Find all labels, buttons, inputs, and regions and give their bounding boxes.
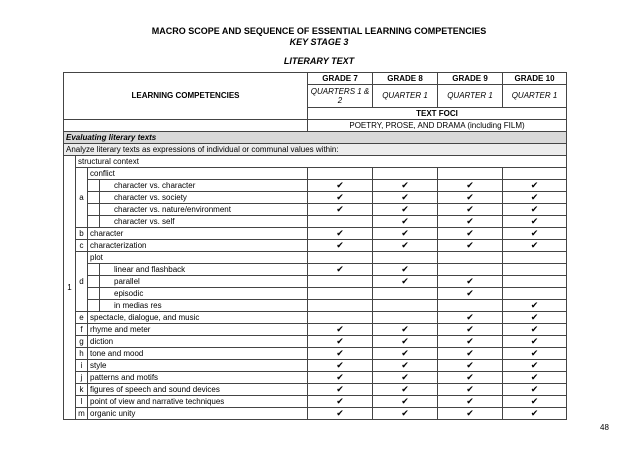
check-icon: ✔	[466, 240, 474, 251]
check-icon: ✔	[401, 276, 409, 287]
grade-check-cell	[308, 312, 373, 324]
grade-header: GRADE 7	[308, 73, 373, 85]
grade-check-cell	[308, 204, 373, 216]
indent-spacer	[88, 180, 100, 192]
check-icon: ✔	[401, 216, 409, 227]
indent-spacer	[88, 276, 100, 288]
grade-check-cell	[373, 312, 438, 324]
grade-check-cell	[503, 408, 567, 420]
grade-check-cell	[438, 312, 503, 324]
table-row	[64, 168, 567, 180]
grade-check-cell	[438, 324, 503, 336]
competency-label: figures of speech and sound devices	[88, 384, 308, 396]
row-letter: j	[76, 372, 88, 384]
check-icon: ✔	[466, 384, 474, 395]
grade-check-cell	[438, 216, 503, 228]
check-icon: ✔	[336, 360, 344, 371]
check-icon: ✔	[401, 204, 409, 215]
grade-check-cell	[438, 336, 503, 348]
grade-header: GRADE 8	[373, 73, 438, 85]
table-row	[64, 252, 567, 264]
check-icon: ✔	[466, 288, 474, 299]
check-icon: ✔	[401, 408, 409, 419]
grade-check-cell	[373, 276, 438, 288]
check-icon: ✔	[336, 384, 344, 395]
check-icon: ✔	[530, 360, 539, 371]
competency-label: character vs. society	[100, 192, 308, 204]
row-letter: a	[76, 168, 88, 228]
grade-check-cell	[503, 348, 567, 360]
text-foci-value: POETRY, PROSE, AND DRAMA (including FILM)	[308, 120, 567, 132]
grade-check-cell	[438, 408, 503, 420]
check-icon: ✔	[336, 324, 344, 335]
section-intro: Analyze literary texts as expressions of individual or communal values within:	[64, 144, 567, 156]
check-icon: ✔	[466, 408, 474, 419]
table-row	[64, 204, 567, 216]
row-letter: m	[76, 408, 88, 420]
indent-spacer	[88, 300, 100, 312]
page-number: 48	[600, 423, 609, 432]
grade-check-cell	[308, 180, 373, 192]
indent-spacer	[88, 264, 100, 276]
grade-check-cell	[503, 228, 567, 240]
grade-check-cell	[308, 228, 373, 240]
table-row	[64, 216, 567, 228]
grade-check-cell	[503, 288, 567, 300]
grade-check-cell	[438, 180, 503, 192]
check-icon: ✔	[530, 216, 539, 227]
grade-check-cell	[308, 360, 373, 372]
indent-spacer	[88, 288, 100, 300]
competency-label: character vs. self	[100, 216, 308, 228]
grade-check-cell	[373, 240, 438, 252]
competency-label: character vs. character	[100, 180, 308, 192]
grade-check-cell	[308, 276, 373, 288]
table-row	[64, 324, 567, 336]
table-row	[64, 288, 567, 300]
grade-check-cell	[503, 192, 567, 204]
row-letter: d	[76, 252, 88, 312]
check-icon: ✔	[466, 180, 474, 191]
check-icon: ✔	[401, 264, 409, 275]
grade-check-cell	[308, 192, 373, 204]
grade-check-cell	[308, 264, 373, 276]
grade-check-cell	[308, 288, 373, 300]
competency-label: episodic	[100, 288, 308, 300]
table-row	[64, 408, 567, 420]
grade-header: GRADE 9	[438, 73, 503, 85]
competency-label: rhyme and meter	[88, 324, 308, 336]
competency-label: character vs. nature/environment	[100, 204, 308, 216]
grade-check-cell	[503, 252, 567, 264]
grade-check-cell	[308, 372, 373, 384]
competency-label: character	[88, 228, 308, 240]
grade-check-cell	[438, 360, 503, 372]
indent-spacer	[88, 204, 100, 216]
check-icon: ✔	[336, 192, 344, 203]
check-icon: ✔	[530, 324, 539, 335]
grade-check-cell	[438, 168, 503, 180]
grade-check-cell	[438, 264, 503, 276]
table-row	[64, 336, 567, 348]
grade-check-cell	[503, 324, 567, 336]
row-letter: k	[76, 384, 88, 396]
row-letter: f	[76, 324, 88, 336]
competency-label: linear and flashback	[100, 264, 308, 276]
check-icon: ✔	[466, 312, 474, 323]
check-icon: ✔	[466, 228, 474, 239]
table-row	[64, 348, 567, 360]
check-icon: ✔	[336, 372, 344, 383]
grade-check-cell	[503, 336, 567, 348]
grade-check-cell	[373, 300, 438, 312]
grade-check-cell	[503, 396, 567, 408]
grade-check-cell	[373, 324, 438, 336]
structural-context-label: structural context	[76, 156, 567, 168]
grade-check-cell	[503, 384, 567, 396]
check-icon: ✔	[466, 336, 474, 347]
check-icon: ✔	[530, 192, 539, 203]
table-row	[64, 384, 567, 396]
indent-spacer	[88, 216, 100, 228]
section-heading: Evaluating literary texts	[64, 132, 567, 144]
quarter-header: QUARTERS 1 & 2	[308, 85, 373, 108]
grade-check-cell	[438, 348, 503, 360]
check-icon: ✔	[336, 396, 344, 407]
grade-check-cell	[373, 264, 438, 276]
competency-label: style	[88, 360, 308, 372]
check-icon: ✔	[530, 372, 539, 383]
table-row	[64, 264, 567, 276]
row-letter: b	[76, 228, 88, 240]
competency-label: patterns and motifs	[88, 372, 308, 384]
competency-label: parallel	[100, 276, 308, 288]
table-row	[64, 276, 567, 288]
table-row	[64, 312, 567, 324]
grade-check-cell	[308, 240, 373, 252]
competency-label: diction	[88, 336, 308, 348]
check-icon: ✔	[530, 396, 539, 407]
check-icon: ✔	[466, 216, 474, 227]
row-letter: c	[76, 240, 88, 252]
grade-check-cell	[373, 336, 438, 348]
check-icon: ✔	[401, 336, 409, 347]
grade-check-cell	[438, 276, 503, 288]
check-icon: ✔	[530, 384, 539, 395]
check-icon: ✔	[401, 192, 409, 203]
grade-check-cell	[373, 360, 438, 372]
check-icon: ✔	[401, 180, 409, 191]
grade-check-cell	[308, 216, 373, 228]
learning-competencies-heading: LEARNING COMPETENCIES	[64, 73, 308, 120]
table-row	[64, 180, 567, 192]
check-icon: ✔	[401, 228, 409, 239]
check-icon: ✔	[466, 192, 474, 203]
grade-check-cell	[438, 372, 503, 384]
grade-check-cell	[503, 276, 567, 288]
check-icon: ✔	[336, 180, 344, 191]
row-letter: h	[76, 348, 88, 360]
grade-check-cell	[503, 312, 567, 324]
grade-check-cell	[438, 288, 503, 300]
grade-check-cell	[373, 228, 438, 240]
grade-check-cell	[308, 384, 373, 396]
row-letter: l	[76, 396, 88, 408]
grade-check-cell	[438, 396, 503, 408]
check-icon: ✔	[401, 384, 409, 395]
quarter-header: QUARTER 1	[438, 85, 503, 108]
check-icon: ✔	[530, 204, 539, 215]
grade-check-cell	[503, 300, 567, 312]
grade-check-cell	[503, 264, 567, 276]
check-icon: ✔	[466, 324, 474, 335]
grade-check-cell	[308, 324, 373, 336]
check-icon: ✔	[401, 240, 409, 251]
competency-label: in medias res	[100, 300, 308, 312]
table-row	[64, 360, 567, 372]
grade-check-cell	[308, 300, 373, 312]
check-icon: ✔	[336, 264, 344, 275]
grade-check-cell	[503, 360, 567, 372]
check-icon: ✔	[530, 312, 539, 323]
table-row	[64, 228, 567, 240]
check-icon: ✔	[466, 372, 474, 383]
page-title: MACRO SCOPE AND SEQUENCE OF ESSENTIAL LEARNING COMPETENCIES	[151, 26, 487, 36]
grade-check-cell	[438, 300, 503, 312]
check-icon: ✔	[530, 240, 539, 251]
grade-check-cell	[438, 192, 503, 204]
check-icon: ✔	[336, 408, 344, 419]
competency-label: tone and mood	[88, 348, 308, 360]
table-row	[64, 240, 567, 252]
check-icon: ✔	[530, 180, 539, 191]
indent-spacer	[88, 192, 100, 204]
row-letter: e	[76, 312, 88, 324]
grade-header: GRADE 10	[503, 73, 567, 85]
check-icon: ✔	[466, 204, 474, 215]
table-row	[64, 192, 567, 204]
grade-check-cell	[503, 204, 567, 216]
check-icon: ✔	[336, 336, 344, 347]
section-title: LITERARY TEXT	[283, 56, 355, 66]
competency-label: characterization	[88, 240, 308, 252]
quarter-header: QUARTER 1	[373, 85, 438, 108]
grade-check-cell	[373, 288, 438, 300]
grade-check-cell	[373, 216, 438, 228]
grade-check-cell	[373, 384, 438, 396]
text-foci-heading: TEXT FOCI	[308, 108, 567, 120]
competency-label: conflict	[88, 168, 308, 180]
grade-check-cell	[373, 372, 438, 384]
competency-label: organic unity	[88, 408, 308, 420]
grade-check-cell	[503, 168, 567, 180]
competency-label: plot	[88, 252, 308, 264]
check-icon: ✔	[530, 300, 539, 311]
competency-label: point of view and narrative techniques	[88, 396, 308, 408]
check-icon: ✔	[466, 360, 474, 371]
grade-check-cell	[503, 372, 567, 384]
grade-check-cell	[438, 204, 503, 216]
quarter-header: QUARTER 1	[503, 85, 567, 108]
grade-check-cell	[373, 204, 438, 216]
grade-check-cell	[503, 240, 567, 252]
check-icon: ✔	[336, 348, 344, 359]
check-icon: ✔	[466, 276, 474, 287]
check-icon: ✔	[530, 228, 539, 239]
check-icon: ✔	[530, 408, 539, 419]
item-number: 1	[64, 156, 76, 420]
check-icon: ✔	[336, 240, 344, 251]
grade-check-cell	[503, 180, 567, 192]
competencies-table	[63, 72, 567, 420]
check-icon: ✔	[466, 396, 474, 407]
grade-check-cell	[438, 228, 503, 240]
page-subtitle: KEY STAGE 3	[289, 37, 349, 47]
row-letter: i	[76, 360, 88, 372]
grade-check-cell	[373, 168, 438, 180]
competency-label: spectacle, dialogue, and music	[88, 312, 308, 324]
grade-check-cell	[373, 348, 438, 360]
grade-check-cell	[373, 192, 438, 204]
grade-check-cell	[308, 252, 373, 264]
grade-check-cell	[308, 396, 373, 408]
check-icon: ✔	[530, 336, 539, 347]
check-icon: ✔	[401, 324, 409, 335]
check-icon: ✔	[336, 204, 344, 215]
grade-check-cell	[373, 408, 438, 420]
grade-check-cell	[438, 252, 503, 264]
grade-check-cell	[373, 180, 438, 192]
grade-check-cell	[503, 216, 567, 228]
table-row	[64, 396, 567, 408]
check-icon: ✔	[401, 348, 409, 359]
table-row	[64, 372, 567, 384]
grade-check-cell	[308, 168, 373, 180]
grade-check-cell	[373, 396, 438, 408]
grade-check-cell	[308, 336, 373, 348]
row-letter: g	[76, 336, 88, 348]
grade-check-cell	[438, 384, 503, 396]
check-icon: ✔	[466, 348, 474, 359]
grade-check-cell	[373, 252, 438, 264]
grade-check-cell	[308, 408, 373, 420]
check-icon: ✔	[401, 372, 409, 383]
check-icon: ✔	[401, 360, 409, 371]
grade-check-cell	[438, 240, 503, 252]
check-icon: ✔	[336, 228, 344, 239]
check-icon: ✔	[530, 348, 539, 359]
grade-check-cell	[308, 348, 373, 360]
check-icon: ✔	[401, 396, 409, 407]
table-row	[64, 300, 567, 312]
